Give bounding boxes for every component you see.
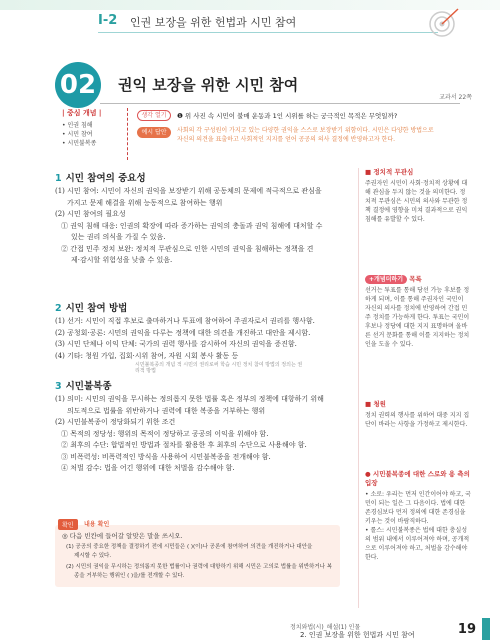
body-line: ① 목적의 정당성: 행위의 목적이 정당하고 공공의 이익을 위해야 함. [61,429,269,438]
section-3-body [55,394,355,475]
body-line: ③ 비폭력성: 비폭력적인 방식을 사용하여 시민불복종을 전개해야 함. [61,452,271,461]
check-item-line: (2) 시민의 권익을 무시하는 정의롭지 못한 법률이나 권력에 대항하기 위해 시민은 고의로 법률을 위반하거나 복 [66,564,333,570]
target-icon [420,6,460,40]
lesson-number-badge: 02 [55,62,101,108]
body-line: ② 최후의 수단: 합법적인 방법과 절차를 활용한 후 최후의 수단으로 사용해야 함. [61,441,307,449]
body-line: (1) 선거: 시민이 직접 후보로 출마하거나 투표에 참여하여 주권자로서 권리를 행사함. [55,317,315,325]
body-line: (2) 시민 참여의 필요성 [55,210,126,218]
think-question: ❶ 위 사진 속 시민이 불매 운동과 1인 시위를 하는 궁극적인 목적은 무엇일까? [177,112,398,120]
top-header [0,0,500,42]
body-line: (2) 시민불복종이 정당화되기 위한 조건 [55,418,176,426]
concept-item: • 시민 참여 [62,131,93,138]
section-2-body [55,316,355,362]
sidebar-heading-text: 목록 [409,275,422,283]
body-line: (1) 시민 참여: 시민이 자신의 권익을 보장받기 위해 공동체의 문제에 적극적으로 관심을 [55,187,322,195]
section-title: 시민불복종 [65,381,112,392]
page-number: 19 [457,622,476,637]
section-number: 3 [55,381,62,392]
sidebar-heading: ■ 청원 [365,400,386,408]
check-item-line: 제시할 수 있다. [74,553,112,559]
body-line: ① 권익 침해 대응: 인권의 확장에 따라 증가하는 권익의 충돌과 권익 침해에 대처할 수 [61,221,323,230]
section-title: 시민 참여의 중요성 [65,173,146,184]
sidebar-note-petition [365,400,471,429]
body-line: ② 간접 민주 정치 보완: 정치적 무관심으로 인한 시민의 권익을 침해하는 정책을 견 [61,244,314,253]
section-number: 1 [55,173,62,184]
check-item-2 [66,563,336,581]
textbook-page-ref: 교과서 22쪽 [439,94,472,101]
section-2-heading [55,300,127,314]
section-1-heading [55,170,146,184]
section-number: 2 [55,303,62,314]
check-label: 확인 [58,519,78,530]
sidebar-note-thoreau-rawls [365,470,471,562]
chapter-number: Ⅰ-2 [98,13,118,28]
body-line: ④ 처벌 감수: 법을 어긴 행위에 대한 처벌을 감수해야 함. [61,464,235,472]
body-line: 가지고 문제 해결을 위해 능동적으로 참여하는 행위 [67,198,223,207]
sidebar-heading [365,275,471,284]
body-line: (2) 공청회·공론: 시민의 권익을 다루는 정책에 대한 의견을 개진하고 대안을 제시함. [55,328,311,337]
section-1-body [55,186,355,267]
chapter-title: 인권 보장을 위한 헌법과 시민 참여 [130,16,297,29]
sidebar-divider [358,168,359,608]
answer-line: 사회의 각 구성원이 가지고 있는 다양한 권익을 스스로 보장받기 위함이다. 시민은 다양한 방법으로 [177,127,434,134]
key-concepts-head: | 중심 개념 | [62,109,102,117]
footer-accent-bar [482,618,490,640]
sidebar-heading: ■ 정치적 무관심 [365,168,414,176]
body-line: 제·감시할 위험성을 낮출 수 있음. [71,256,173,264]
title-divider [100,103,460,104]
section-title: 시민 참여 방법 [65,303,128,314]
check-question: ◎ 다음 빈칸에 들어갈 알맞은 말을 쓰시오. [62,532,183,540]
sidebar-heading: ● 시민불복종에 대한 스로와 용 측의 입장 [365,470,470,487]
body-line: (4) 기타: 청원 가입, 집회·시위 참여, 자원 시회 봉사 활동 등 [55,351,239,360]
footer-chapter: 2. 인권 보장을 위한 헌법과 시민 참여 [300,631,415,639]
concept-item: • 인권 침해 [62,122,93,129]
sidebar-text: 주권자인 시민이 사회·정치적 상황에 대해 관심을 두지 않는 것을 의미한다. 정치적 무관심은 시민의 의사와 무관한 정책 결정에 영향을 미쳐 결과적으로 권익 침해를 유발할 수 있다. [365,180,468,223]
sidebar-text: • 소로: 우리는 먼저 인간이어야 하고, 국민이 되는 일은 그 다음이다. 법에 대한 존경심보다 먼저 정의에 대한 존경심을 키우는 것이 바람직하다. [365,491,471,525]
concept-item: • 시민불복종 [62,140,97,147]
key-concepts-box [60,108,128,160]
check-item-line: (1) 공공의 중요한 정책을 결정하기 전에 시민들은 ( )(이)나 공론에 참여하여 의견을 개진하거나 대안을 [66,544,313,550]
think-label: 생각 열기 [137,110,171,121]
body-line: 의도적으로 법률을 위반하거나 권력에 대한 복종을 거부하는 행위 [67,406,266,415]
header-divider [98,32,438,33]
check-title: 내용 확인 [84,521,110,528]
footer-book: 정치와법(시)_해설(1) 인물 [290,624,361,631]
body-line: 있는 권리 의식을 가질 수 있음. [71,233,166,241]
concept-plus-badge: +개념더하기 [365,275,407,284]
section-3-heading [55,378,112,392]
body-line: (1) 의미: 시민의 권익을 무시하는 정의롭지 못한 법률 혹은 정부의 정책에 대항하기 위해 [55,395,324,403]
answer-label: 예시 답안 [137,127,171,138]
sidebar-text: 선거는 투표를 통해 당선 가능 후보를 정하게 되며, 이를 통해 주권자인 국민이 자신의 의사를 정치에 반영하여 간접 민주 정치를 가능하게 한다. 투표는 국민이 후보나 정당에 대한 지지 표명하며 올바른 선거 문화를 통해 이를 지지하는 정치인을 도울 수 있다. [365,287,470,348]
answer-line: 자신의 의견을 표출하고 사회적인 지지를 얻어 공공의 의사 결정에 반영하고자 한다. [177,136,396,143]
page-footer [0,618,500,640]
sidebar-text: • 롤스: 시민불복종은 법에 대한 충실성의 범위 내에서 이루어져야 하며, 공개적으로 이루어져야 하고, 처벌을 감수해야 한다. [365,527,470,561]
check-item-1 [66,543,336,561]
sidebar-note-political-apathy [365,168,471,224]
check-item-line: 종을 거부하는 행위인 ( )을/를 전개할 수 있다. [74,573,185,579]
section-2-note: 시민불복종의 개념 적 시민의 권리로써 학습 시민 정치 참여 방법의 정의는 권리적 방법 [135,362,303,374]
sidebar-text: 정치 권력의 행사를 위하여 대중 지지 집단이 바라는 사항을 가정하고 제시한다. [365,412,470,428]
answer-text [177,126,467,144]
body-line: (3) 시민 단체나 이익 단체: 국가의 권력 행사를 감시하여 자신의 권익을 증진함. [55,340,297,348]
sidebar-note-election [365,275,471,349]
lesson-title: 권익 보장을 위한 시민 참여 [118,76,299,94]
think-opening-box [137,110,467,152]
